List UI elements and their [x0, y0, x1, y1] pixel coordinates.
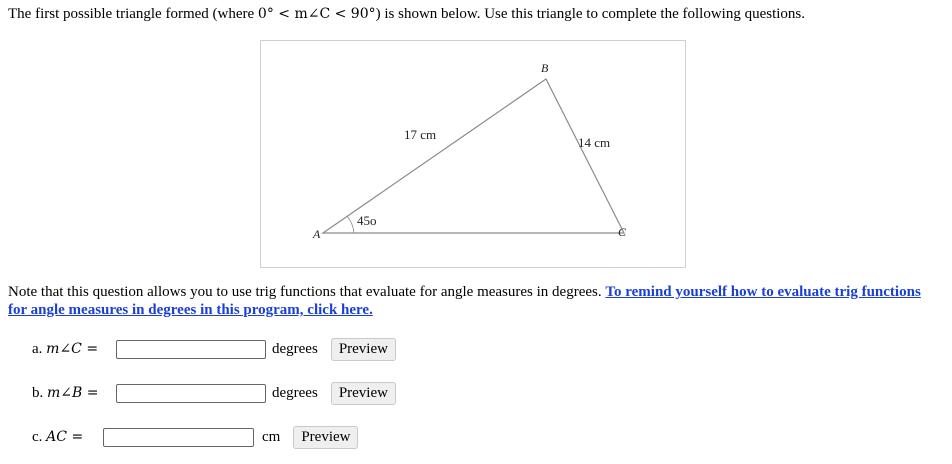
angle-a-arc [347, 216, 354, 233]
question-b-math: m∠B = [47, 385, 99, 401]
trig-help-link[interactable]: To remind yourself how to evaluate trig functions for angle measures in degrees in this program, click here. [8, 284, 921, 318]
side-ac-input[interactable] [103, 428, 254, 447]
vertex-a-label: A [313, 227, 321, 241]
angle-b-input[interactable] [116, 384, 266, 403]
question-b-row [32, 382, 396, 405]
side-bc-label: 14 cm [578, 135, 611, 150]
question-b-unit: degrees [272, 385, 318, 401]
question-a-math: m∠C = [46, 341, 99, 357]
question-c-math: AC = [46, 429, 84, 445]
preview-side-ac-button[interactable]: Preview [293, 426, 358, 449]
question-c-label: c. AC = [32, 429, 84, 445]
angle-a-label: 45o [357, 213, 377, 228]
triangle-figure [260, 40, 686, 268]
preview-angle-b-button[interactable]: Preview [331, 382, 396, 405]
question-a-unit: degrees [272, 341, 318, 357]
question-a-label: a. m∠C = [32, 341, 99, 357]
note-text: Note that this question allows you to use trig functions that evaluate for angle measures in degrees. [8, 284, 606, 300]
intro-text-after: ) is shown below. Use this triangle to complete the following questions. [375, 6, 806, 22]
vertex-b-label: B [541, 61, 549, 75]
angle-c-input[interactable] [116, 340, 266, 359]
intro-text-before: The first possible triangle formed (where [8, 6, 258, 22]
vertex-c-label: C [618, 225, 627, 239]
side-ab-label: 17 cm [404, 127, 437, 142]
problem-intro [8, 6, 805, 23]
preview-angle-c-button[interactable]: Preview [331, 338, 396, 361]
question-b-label: b. m∠B = [32, 385, 99, 401]
question-c-unit: cm [262, 429, 281, 445]
question-c-row [32, 426, 358, 449]
question-a-row [32, 338, 396, 361]
trig-note [8, 283, 928, 319]
angle-condition: 0° < m∠C < 90° [257, 6, 376, 22]
triangle-shape [323, 79, 624, 233]
